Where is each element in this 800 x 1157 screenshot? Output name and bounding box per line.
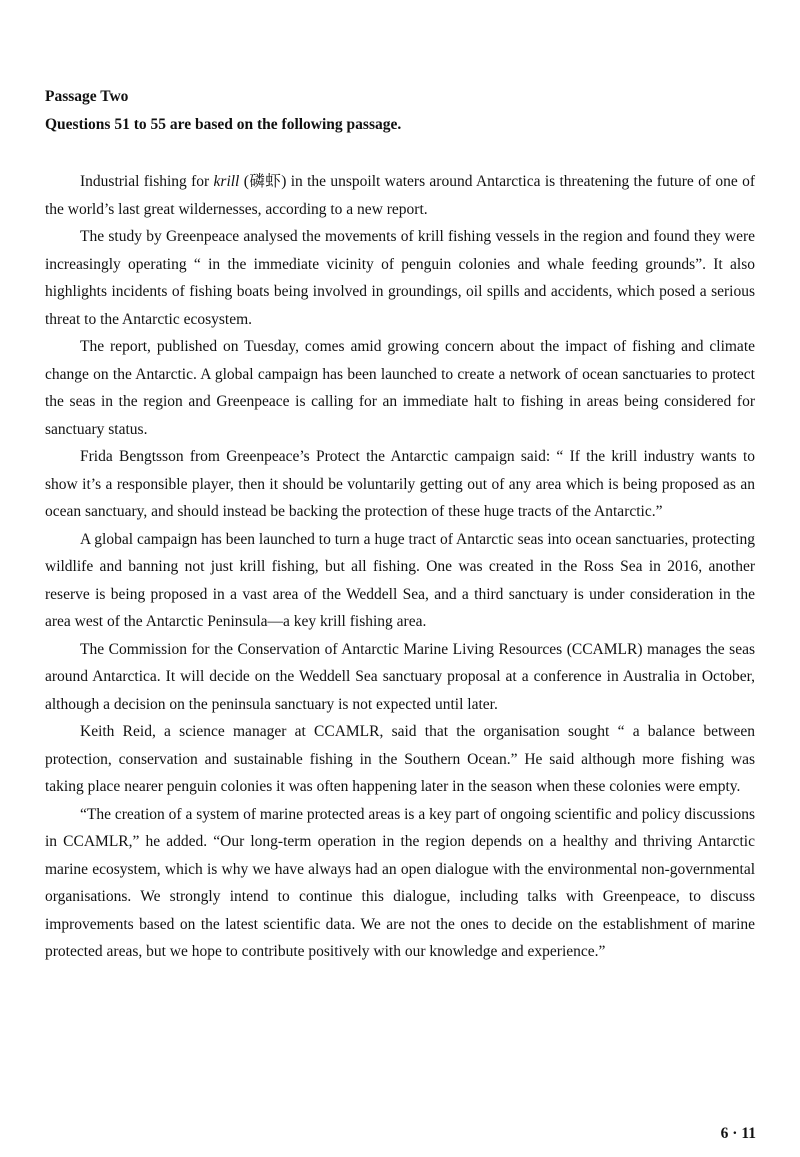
paragraph-7: Keith Reid, a science manager at CCAMLR, said that the organisation sought “ a balance between protection, conservation and sustainable fishing in the Southern Ocean.” He said although more fishing was taking place nearer penguin colonies it was often happening later in the season when these colonies were empty. [45, 723, 755, 795]
passage-body [45, 168, 755, 966]
paragraph-4: Frida Bengtsson from Greenpeace’s Protect the Antarctic campaign said: “ If the krill industry wants to show it’s a responsible player, then it should be voluntarily getting out of any area which is being proposed as an ocean sanctuary, and should instead be backing the protection of these huge tracts of the Antarctic.” [45, 448, 755, 520]
page-number: 6 · 11 [720, 1125, 756, 1142]
paragraph-1-start: Industrial fishing for [80, 173, 214, 190]
passage-label: Passage Two [45, 88, 129, 105]
paragraph-5: A global campaign has been launched to turn a huge tract of Antarctic seas into ocean sanctuaries, protecting wildlife and banning not just krill fishing, but all fishing. One was created in the Ross Sea in 2016, another reserve is being proposed in a vast area of the Weddell Sea, and a third sanctuary is under consideration in the area west of the Antarctic Peninsula—a key krill fishing area. [45, 530, 755, 630]
paragraph-1-rest: (磷虾) in the unspoilt waters around Antarctica is threatening the future of one of the world’s last great wildernesses, according to a new report. [45, 173, 755, 218]
paragraph-2: The study by Greenpeace analysed the movements of krill fishing vessels in the region and found they were increasingly operating “ in the immediate vicinity of penguin colonies and whale feeding grounds”. It also highlights incidents of fishing boats being involved in groundings, oil spills and accidents, which posed a serious threat to the Antarctic ecosystem. [45, 228, 755, 328]
paragraph-6: The Commission for the Conservation of Antarctic Marine Living Resources (CCAMLR) manages the seas around Antarctica. It will decide on the Weddell Sea sanctuary proposal at a conference in Australia in October, although a decision on the peninsula sanctuary is not expected until later. [45, 640, 755, 713]
questions-instruction: Questions 51 to 55 are based on the following passage. [45, 116, 402, 133]
paragraph-3: The report, published on Tuesday, comes amid growing concern about the impact of fishing and climate change on the Antarctic. A global campaign has been launched to create a network of ocean sanctuaries to protect the seas in the region and Greenpeace is calling for an immediate halt to fishing in areas being considered for sanctuary status. [45, 338, 755, 438]
paragraph-8: “The creation of a system of marine protected areas is a key part of ongoing scientific and policy discussions in CCAMLR,” he added. “Our long-term operation in the region depends on a healthy and thriving Antarctic marine ecosystem, which is why we have always had an open dialogue with the environmental non-governmental organisations. We strongly intend to continue this dialogue, including talks with Greenpeace, to discuss improvements based on the latest scientific data. We are not the ones to decide on the establishment of marine protected areas, but we hope to contribute positively with our knowledge and experience.” [45, 805, 755, 960]
krill-term: krill [213, 173, 240, 190]
paragraph-1 [45, 168, 755, 223]
